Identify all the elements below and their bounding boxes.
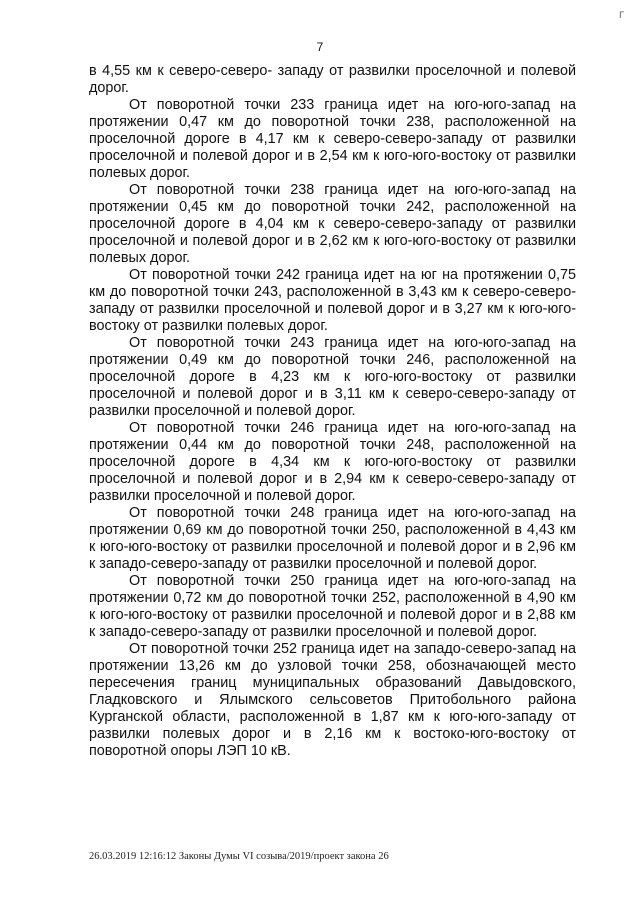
paragraph-continuation: в 4,55 км к северо-северо- западу от развилки проселочной и полевой дорог. — [89, 63, 576, 96]
paragraph-point-250: От поворотной точки 250 граница идет на юго-юго-запад на протяжении 0,72 км до поворотной точки 252, расположенной в 4,90 км к юго-юго-востоку от развилки проселочной и полевой дорог и в 2,88 км к западо-северо-западу от развилки проселочной и полевой дорог. — [89, 573, 576, 640]
paragraph-point-248: От поворотной точки 248 граница идет на юго-юго-запад на протяжении 0,69 км до поворотной точки 250, расположенной в 4,43 км к юго-юго-востоку от развилки проселочной и полевой дорог и в 2,96 км к западо-северо-западу от развилки проселочной и полевой дорог. — [89, 505, 576, 572]
paragraph-point-242: От поворотной точки 242 граница идет на юг на протяжении 0,75 км до поворотной точки 243, расположенной в 3,43 км к северо-северо-западу от развилки проселочной и полевой дорог и в 3,27 км к юго-юго-востоку от развилки полевых дорог. — [89, 267, 576, 334]
document-body — [89, 63, 576, 760]
paragraph-point-233: От поворотной точки 233 граница идет на юго-юго-запад на протяжении 0,47 км до поворотной точки 238, расположенной на проселочной дороге в 4,17 км к северо-северо-западу от развилки проселочной и полевой дорог и в 2,54 км к юго-юго-востоку от развилки полевых дорог. — [89, 97, 576, 181]
paragraph-point-238: От поворотной точки 238 граница идет на юго-юго-запад на протяжении 0,45 км до поворотной точки 242, расположенной на проселочной дороге в 4,04 км к северо-северо-западу от развилки проселочной и полевой дорог и в 2,62 км к юго-юго-востоку от развилки полевых дорог. — [89, 182, 576, 266]
paragraph-point-252: От поворотной точки 252 граница идет на западо-северо-запад на протяжении 13,26 км до узловой точки 258, обозначающей место пересечения границ муниципальных образований Давыдовского, Гладковского и Ялымского сельсоветов Притобольного района Курганской области, расположенной в 1,87 км к юго-юго-западу от развилки полевых дорог и в 2,16 км к востоко-юго-востоку от поворотной опоры ЛЭП 10 кВ. — [89, 641, 576, 759]
paragraph-point-243: От поворотной точки 243 граница идет на юго-юго-запад на протяжении 0,49 км до поворотной точки 246, расположенной на проселочной дороге в 4,23 км к юго-юго-востоку от развилки проселочной и полевой дорог и в 3,11 км к северо-северо-западу от развилки проселочной и полевой дорог. — [89, 335, 576, 419]
page-number: 7 — [316, 40, 324, 54]
corner-mark: Г — [619, 10, 624, 20]
document-footer: 26.03.2019 12:16:12 Законы Думы VI созыва/2019/проект закона 26 — [89, 851, 389, 862]
paragraph-point-246: От поворотной точки 246 граница идет на юго-юго-запад на протяжении 0,44 км до поворотной точки 248, расположенной на проселочной дороге в 4,34 км к юго-юго-востоку от развилки проселочной и полевой дорог и в 2,94 км к северо-северо-западу от развилки проселочной и полевой дорог. — [89, 420, 576, 504]
